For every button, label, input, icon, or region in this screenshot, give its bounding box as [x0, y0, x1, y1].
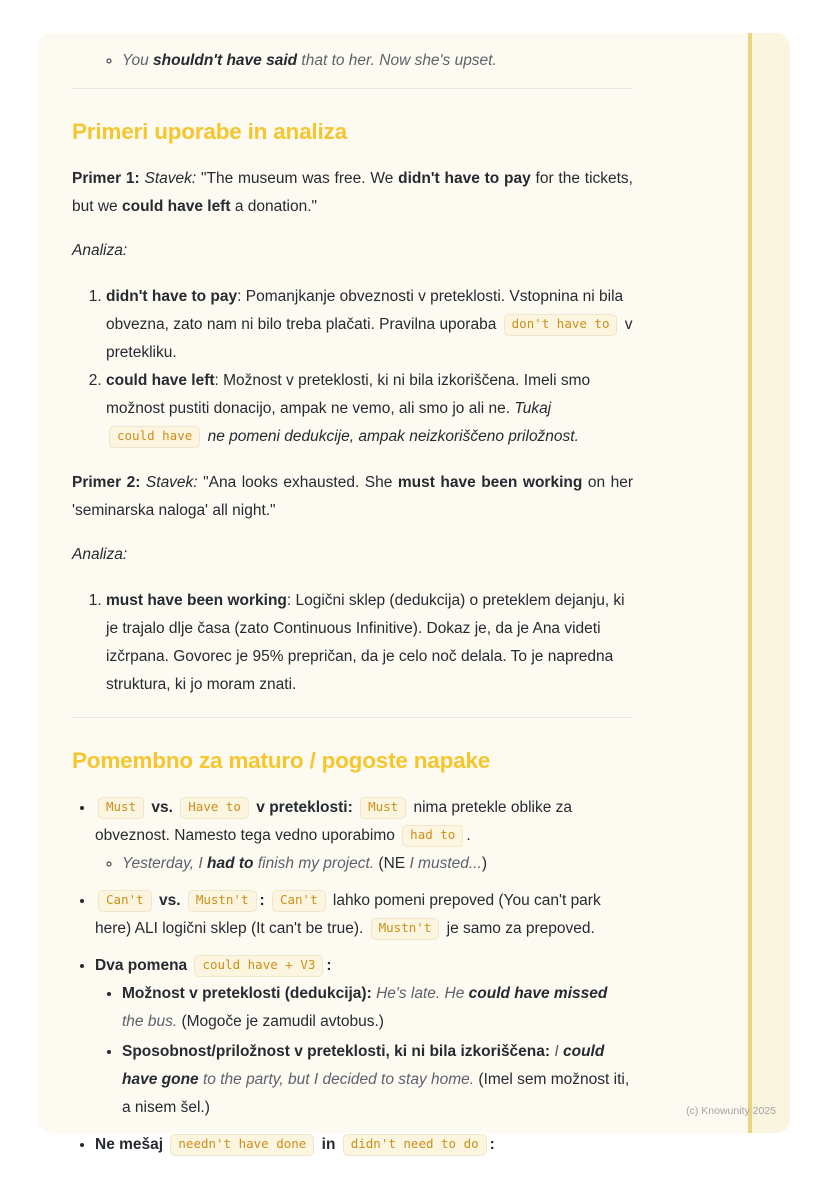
text-segment: finish my project. [253, 855, 375, 872]
code-chip: Can't [98, 890, 152, 912]
text-segment: ) [481, 855, 487, 872]
text-segment: : Logični sklep (dedukcija) o preteklem dejanju, ki je trajalo dlje časa (zato Continuous Infinitive). Dokaz je, da je Ana videti izčrpana. Govorec je 95% prepričan, da je celo noč delala. To je napredna struktura, ki jo moram znati. [106, 592, 625, 693]
code-chip: needn't have done [170, 1134, 314, 1156]
text-segment: on her 'seminarska naloga' all night." [72, 474, 633, 519]
ordered-list [72, 587, 633, 699]
paragraph [72, 469, 633, 525]
text-segment: didn't have to pay [398, 170, 531, 187]
text-segment: Tukaj [514, 400, 552, 417]
text-segment: Stavek: [144, 170, 197, 187]
text-segment: a donation." [230, 198, 318, 215]
list-item [106, 283, 633, 367]
ordered-list [72, 283, 633, 451]
divider [72, 717, 633, 718]
text-segment: v pretekliku. [106, 316, 633, 361]
list-item [106, 587, 633, 699]
text-segment: shouldn't have said [153, 52, 298, 69]
text-segment: You [122, 52, 154, 69]
text-segment: lahko pomeni prepoved (You can't park here) ALI logični sklep (It can't be true). [95, 892, 601, 937]
text-segment: "The museum was free. We [196, 170, 399, 187]
bullet-list [72, 47, 633, 75]
text-segment: : [489, 1136, 495, 1153]
paragraph [72, 541, 633, 569]
text-segment: Ne mešaj [95, 1136, 168, 1153]
text-segment: : [326, 957, 332, 974]
text-segment: for the tickets, but we [72, 170, 633, 215]
text-segment [265, 892, 269, 909]
bullet-list [95, 850, 633, 878]
text-segment: vs. [147, 799, 178, 816]
text-segment: Sposobnost/priložnost v preteklosti, ki ni bila izkoriščena: [122, 1043, 551, 1060]
list-item [95, 952, 633, 1122]
text-segment [353, 799, 357, 816]
text-segment: "Ana looks exhausted. She [197, 474, 398, 491]
text-segment: nima pretekle oblike za obveznost. Namesto tega vedno uporabimo [95, 799, 573, 844]
text-segment: Možnost v preteklosti (dedukcija): [122, 985, 372, 1002]
text-segment: could have gone [122, 1043, 605, 1088]
text-segment: : [259, 892, 265, 909]
code-chip: didn't need to do [343, 1134, 487, 1156]
text-segment: (Imel sem možnost iti, a nisem šel.) [122, 1071, 630, 1116]
list-item [122, 850, 633, 878]
text-segment: must have been working [397, 474, 583, 491]
list-item [122, 980, 633, 1036]
code-chip: Can't [272, 890, 326, 912]
text-segment: Analiza: [72, 242, 128, 259]
list-item [95, 794, 633, 878]
text-segment: : Možnost v preteklosti, ki ni bila izkoriščena. Imeli smo možnost pustiti donacijo, ampak ne vemo, ali smo jo ali ne. [106, 372, 591, 417]
text-segment: I musted... [409, 855, 482, 872]
bullet-list [95, 980, 633, 1122]
code-chip: Mustn't [188, 890, 257, 912]
text-segment: could have left [106, 372, 215, 389]
document-content [72, 45, 633, 1177]
text-segment: that to her. Now she's upset. [297, 52, 497, 69]
paragraph [72, 237, 633, 265]
list-item [122, 1038, 633, 1122]
text-segment: I [550, 1043, 563, 1060]
text-segment: in [317, 1136, 340, 1153]
text-segment: could have left [121, 198, 231, 215]
text-segment: (Mogoče je zamudil avtobus.) [177, 1013, 384, 1030]
text-segment: vs. [154, 892, 185, 909]
code-chip: Must [98, 797, 144, 819]
code-chip: Mustn't [371, 918, 440, 940]
text-segment: He's late. He [371, 985, 469, 1002]
text-segment: Primer 1: [72, 170, 140, 187]
list-item [122, 47, 633, 75]
text-segment: . [466, 827, 471, 844]
copyright-watermark: (c) Knowunity 2025 [686, 1105, 776, 1117]
text-segment: to the party, but I decided to stay home. [198, 1071, 475, 1088]
code-chip: don't have to [504, 314, 618, 336]
text-segment: could have missed [468, 985, 608, 1002]
section-heading: Pomembno za maturo / pogoste napake [72, 748, 491, 773]
code-chip: could have [109, 426, 200, 448]
text-segment: Primer 2: [72, 474, 141, 491]
code-chip: had to [402, 825, 463, 847]
paragraph [72, 165, 633, 221]
text-segment: had to [207, 855, 254, 872]
code-chip: could have + V3 [194, 955, 323, 977]
list-item [95, 1131, 633, 1159]
text-segment: Stavek: [145, 474, 198, 491]
text-segment: Analiza: [72, 546, 128, 563]
list-item [95, 887, 633, 943]
text-segment: ne pomeni dedukcije, ampak neizkoriščeno priložnost. [203, 428, 579, 445]
code-chip: Must [360, 797, 406, 819]
code-chip: Have to [180, 797, 249, 819]
divider [72, 88, 633, 89]
text-segment: v preteklosti: [251, 799, 353, 816]
text-segment: (NE [374, 855, 410, 872]
bullet-list [72, 794, 633, 1159]
text-segment: didn't have to pay [106, 288, 238, 305]
text-segment: must have been working [106, 592, 287, 609]
text-segment: the bus. [122, 1013, 178, 1030]
section-heading: Primeri uporabe in analiza [72, 119, 347, 144]
list-item [106, 367, 633, 451]
page-accent-bar [748, 33, 790, 1133]
text-segment: Dva pomena [95, 957, 192, 974]
text-segment: : Pomanjkanje obveznosti v preteklosti. Vstopnina ni bila obvezna, zato nam ni bilo treba plačati. Pravilna uporaba [106, 288, 624, 333]
document-page [38, 33, 790, 1153]
text-segment: je samo za prepoved. [442, 920, 595, 937]
text-segment: Yesterday, I [122, 855, 208, 872]
